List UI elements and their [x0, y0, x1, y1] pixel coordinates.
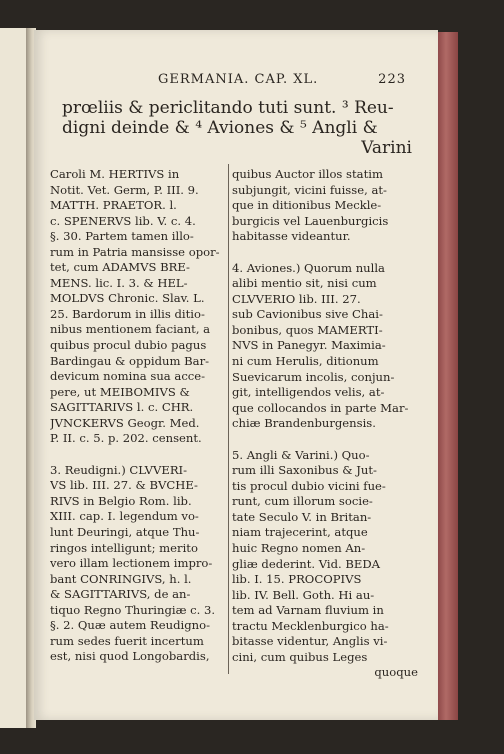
commentary-line: 3. Reudigni.) CLVVERI- [50, 462, 188, 477]
commentary-line: Notit. Vet. Germ, P. III. 9. [50, 182, 199, 197]
commentary-line: habitasse videantur. [232, 229, 351, 244]
commentary-line: CLVVERIO lib. III. 27. [232, 291, 361, 306]
commentary-line: vero illam lectionem impro- [50, 556, 213, 571]
book-page [34, 30, 438, 720]
commentary-line: MENS. lic. I. 3. & HEL- [50, 275, 188, 290]
commentary-line: lib. I. 15. PROCOPIVS [232, 572, 362, 587]
commentary-line: nibus mentionem faciant, a [50, 322, 211, 337]
commentary-line: & SAGITTARIVS, de an- [50, 587, 191, 602]
commentary-line: que collocandos in parte Mar- [232, 400, 409, 415]
commentary-line: chiæ Brandenburgensis. [232, 416, 376, 431]
commentary-line: tate Seculo V. in Britan- [232, 509, 372, 524]
red-page-edges [438, 32, 458, 720]
commentary-line: NVS in Panegyr. Maximia- [232, 338, 386, 353]
commentary-line: P. II. c. 5. p. 202. censent. [50, 431, 202, 446]
page-number: 223 [378, 72, 406, 87]
commentary-line: sub Cavionibus sive Chai- [232, 307, 383, 322]
commentary-right-column [232, 167, 418, 681]
catchword: quoque [374, 665, 418, 680]
commentary-line: tem ad Varnam fluvium in [232, 603, 384, 618]
commentary-line: pere, ut MEIBOMIVS & [50, 384, 190, 399]
commentary-line: lunt Deuringi, atque Thu- [50, 525, 200, 540]
commentary-line: tet, cum ADAMVS BRE- [50, 260, 190, 275]
commentary-line: Suevicarum incolis, conjun- [232, 369, 395, 384]
commentary-line: subjungit, vicini fuisse, at- [232, 182, 387, 197]
commentary-line: huic Regno nomen An- [232, 541, 366, 556]
commentary-line: RIVS in Belgio Rom. lib. [50, 493, 192, 508]
paragraph-gap [232, 432, 418, 448]
running-title: GERMANIA. CAP. XL. [158, 72, 319, 87]
commentary-line: Caroli M. HERTIVS in [50, 167, 180, 181]
commentary-line: MOLDVS Chronic. Slav. L. [50, 291, 205, 306]
commentary-line: alibi mentio sit, nisi cum [232, 276, 377, 291]
main-text-line: Varini [361, 138, 412, 158]
main-text-line: digni deinde & ⁴ Aviones & ⁵ Angli & [62, 118, 378, 138]
commentary-line: 5. Angli & Varini.) Quo- [232, 447, 370, 462]
commentary-line: tractu Mecklenburgico ha- [232, 618, 389, 633]
commentary-line: VS lib. III. 27. & BVCHE- [50, 478, 198, 493]
commentary-line: tis procul dubio vicini fue- [232, 478, 386, 493]
commentary-line: tiquo Regno Thuringiæ c. 3. [50, 602, 216, 617]
main-text-line: prœliis & periclitando tuti sunt. ³ Reu- [62, 98, 394, 118]
commentary-line: rum sedes fuerit incertum [50, 633, 204, 648]
commentary-line: quibus Auctor illos statim [232, 167, 383, 181]
commentary-line: c. SPENERVS lib. V. c. 4. [50, 213, 196, 228]
commentary-line: devicum nomina sua acce- [50, 369, 206, 384]
commentary-line: ni cum Herulis, ditionum [232, 354, 379, 369]
paragraph-gap [50, 447, 230, 463]
commentary-line: git, intelligendos velis, at- [232, 385, 385, 400]
commentary-line: MATTH. PRAETOR. l. [50, 198, 177, 213]
commentary-left-column [50, 167, 230, 665]
commentary-line: est, nisi quod Longobardis, [50, 649, 210, 664]
commentary-line: 4. Aviones.) Quorum nulla [232, 260, 385, 275]
commentary-line: runt, cum illorum socie- [232, 494, 373, 509]
commentary-line: ringos intelligunt; merito [50, 540, 198, 555]
commentary-line: bonibus, quos MAMERTI- [232, 322, 383, 337]
commentary-line: burgicis vel Lauenburgicis [232, 213, 389, 228]
commentary-line: cini, cum quibus Leges [232, 649, 368, 664]
commentary-line: quibus procul dubio pagus [50, 338, 207, 353]
commentary-line: 25. Bardorum in illis ditio- [50, 306, 205, 321]
commentary-line: bitasse videntur, Anglis vi- [232, 634, 388, 649]
commentary-line: lib. IV. Bell. Goth. Hi au- [232, 587, 375, 602]
commentary-line: bant CONRINGIVS, h. l. [50, 571, 192, 586]
commentary-line: rum in Patria mansisse opor- [50, 244, 220, 259]
commentary-line: XIII. cap. I. legendum vo- [50, 509, 199, 524]
main-text [62, 98, 412, 158]
commentary-line: que in ditionibus Meckle- [232, 198, 382, 213]
paragraph-gap [232, 245, 418, 261]
commentary-line: gliæ dederint. Vid. BEDA [232, 556, 381, 571]
commentary-line: SAGITTARIVS l. c. CHR. [50, 400, 194, 415]
commentary-line: §. 30. Partem tamen illo- [50, 229, 194, 244]
commentary-line: JVNCKERVS Geogr. Med. [50, 415, 200, 430]
commentary-line: rum illi Saxonibus & Jut- [232, 463, 377, 478]
commentary-line: §. 2. Quæ autem Reudigno- [50, 618, 211, 633]
commentary-line: Bardingau & oppidum Bar- [50, 353, 210, 368]
commentary-line: niam trajecerint, atque [232, 525, 368, 540]
